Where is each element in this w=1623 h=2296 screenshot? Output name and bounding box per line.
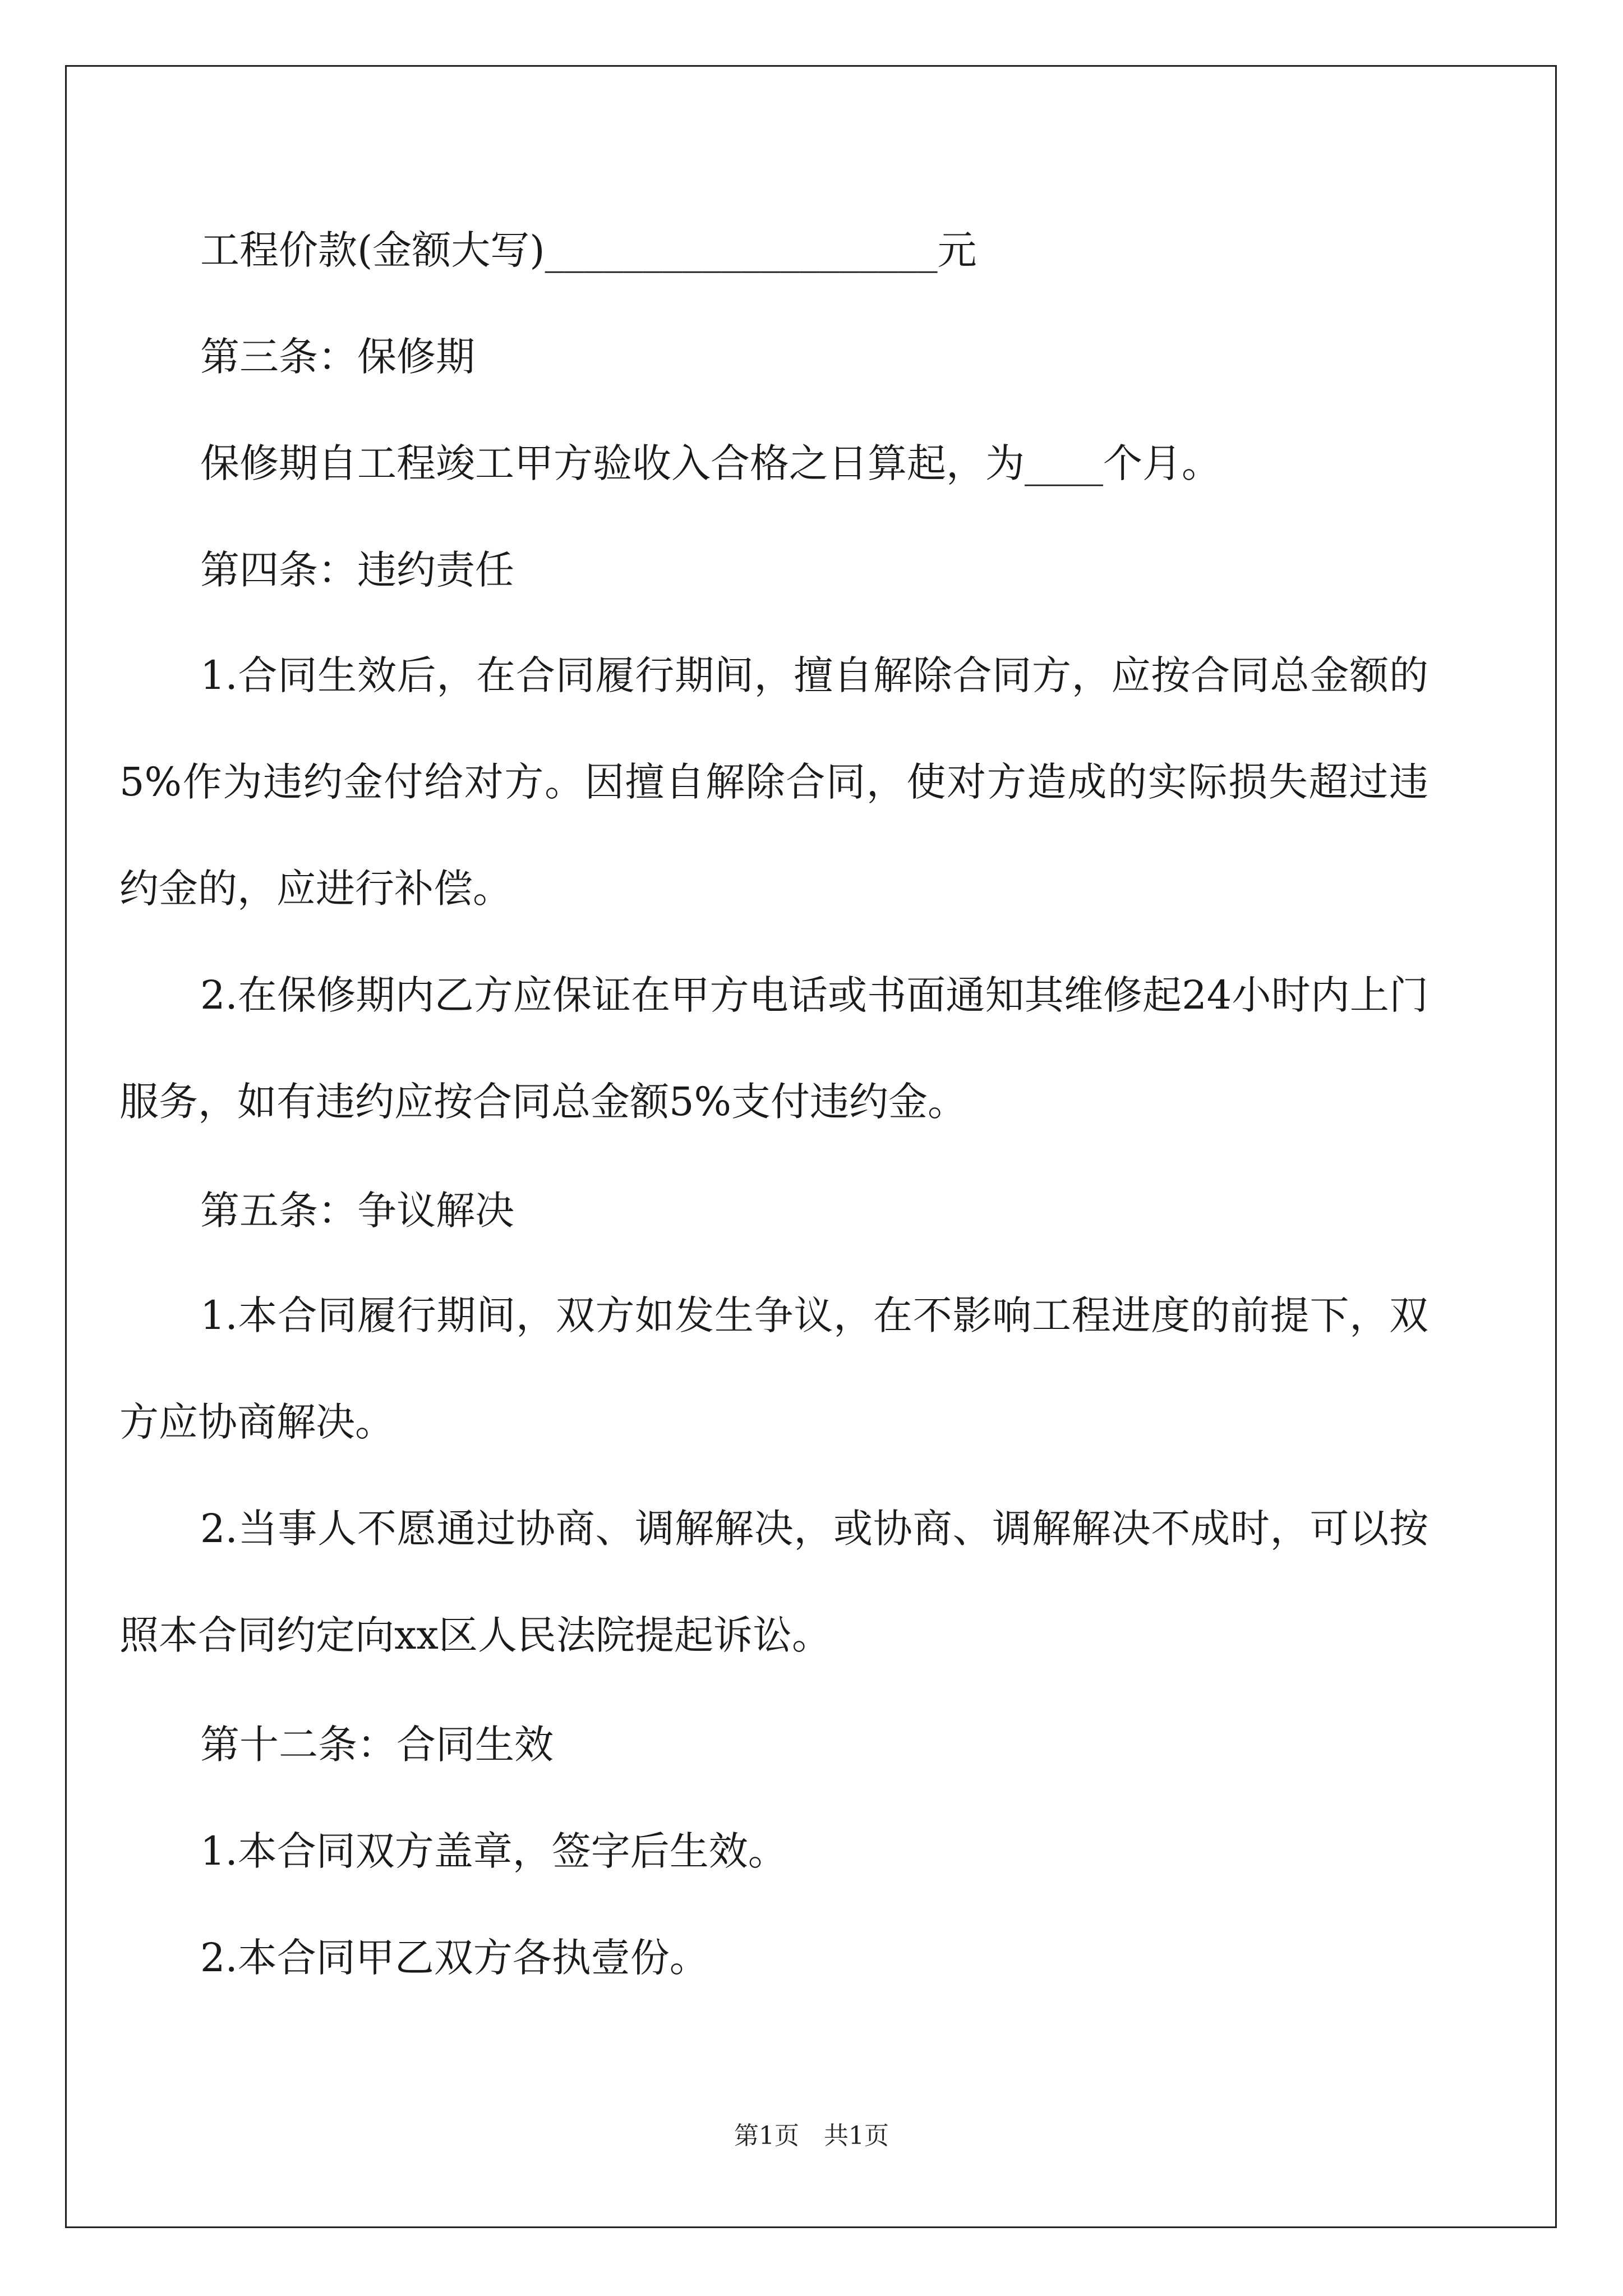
price-line: 工程价款(金额大写)____________________元 — [200, 227, 977, 273]
section3-title: 第三条：保修期 — [200, 334, 475, 380]
section12-title: 第十二条：合同生效 — [200, 1722, 554, 1768]
dispute-clause-1: 1.本合同履行期间，双方如发生争议，在不影响工程进度的前提下，双方应协商解决。 — [119, 1292, 1428, 1445]
dispute-clause-2: 2.当事人不愿通过协商、调解解决，或协商、调解解决不成时，可以按照本合同约定向xx区人民法院提起诉讼。 — [119, 1506, 1428, 1658]
effect-clause-1: 1.本合同双方盖章，签字后生效。 — [200, 1828, 787, 1874]
effect-clause-2: 2.本合同甲乙双方各执壹份。 — [200, 1935, 709, 1981]
breach-clause-2: 2.在保修期内乙方应保证在甲方电话或书面通知其维修起24小时内上门服务，如有违约应按合同总金额5%支付违约金。 — [119, 972, 1428, 1125]
section4-title: 第四条：违约责任 — [200, 547, 514, 593]
breach-clause-1: 1.合同生效后，在合同履行期间，擅自解除合同方，应按合同总金额的5%作为违约金付给对方。因擅自解除合同，使对方造成的实际损失超过违约金的，应进行补偿。 — [119, 652, 1428, 912]
warranty-period-line: 保修期自工程竣工甲方验收入合格之日算起，为____个月。 — [200, 440, 1221, 486]
page-footer: 第1页 共1页 — [734, 2122, 889, 2150]
section5-title: 第五条：争议解决 — [200, 1188, 514, 1234]
